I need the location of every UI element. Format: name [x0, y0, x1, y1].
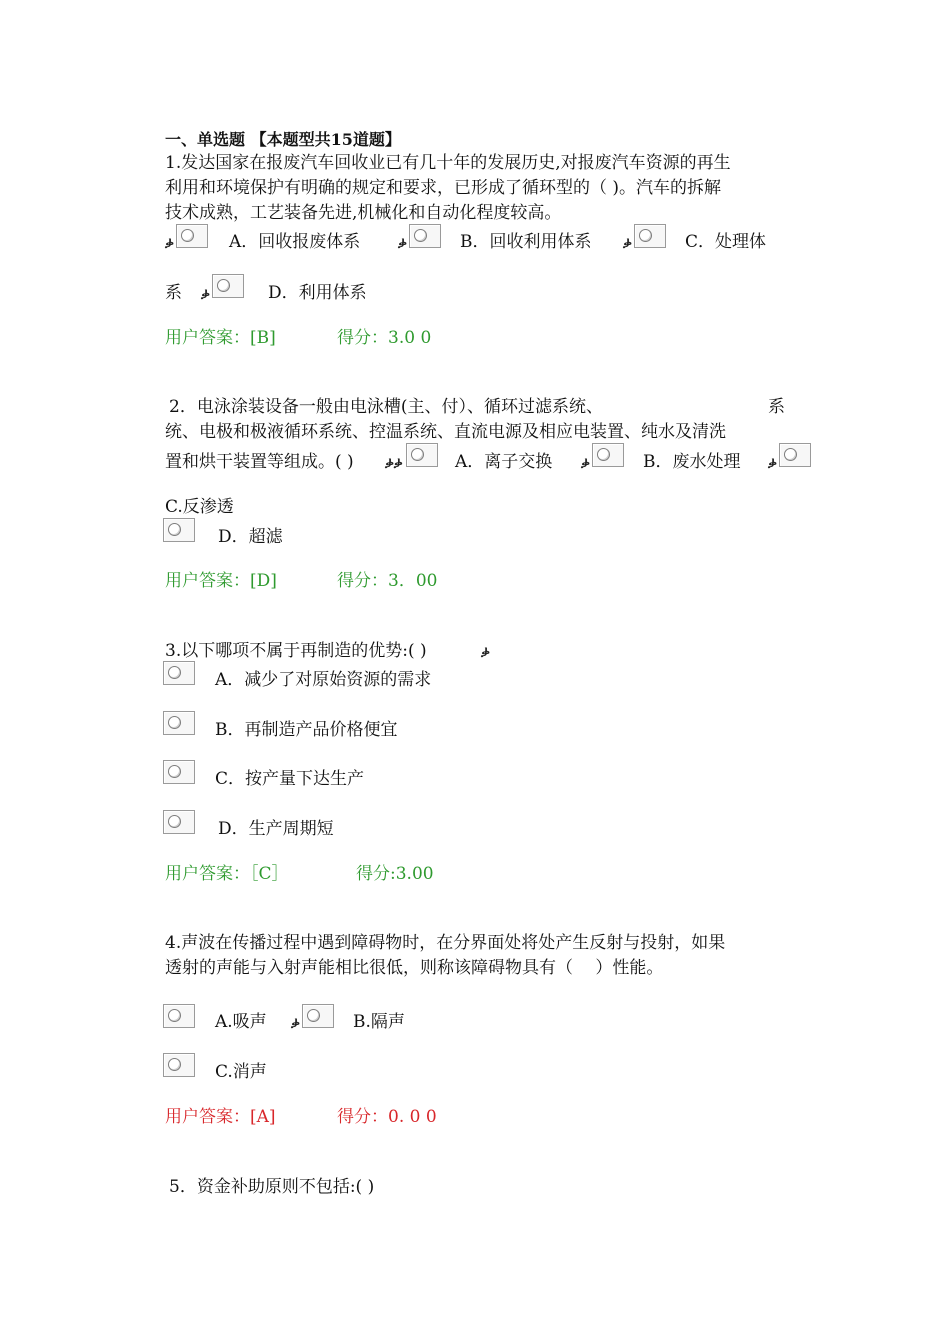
q2-option-c-label: C.反渗透 — [165, 497, 234, 517]
q2-option-a-label: A．离子交换 — [455, 452, 553, 472]
question-3-stem: 3.以下哪项不属于再制造的优势:( ) — [165, 641, 427, 661]
q2-option-a-radio[interactable] — [406, 443, 438, 467]
paragraph-mark-icon: ቃ — [623, 237, 632, 251]
q3-option-a-radio[interactable] — [163, 661, 195, 685]
q1-option-c-radio[interactable] — [634, 224, 666, 248]
paragraph-mark-icon: ቃ — [201, 288, 210, 302]
q3-score: 得分:3.00 — [356, 864, 434, 884]
q2-option-d-label: D．超滤 — [218, 527, 283, 547]
q4-option-b-radio[interactable] — [302, 1004, 334, 1028]
q4-option-a-label: A.吸声 — [215, 1012, 267, 1032]
question-2-stem-line-1-tail: 系 — [768, 397, 785, 417]
question-1-stem-line-3: 技术成熟，工艺装备先进,机械化和自动化程度较高。 — [165, 203, 562, 223]
q3-option-c-label: C．按产量下达生产 — [215, 769, 365, 789]
q1-option-b-radio[interactable] — [409, 224, 441, 248]
question-4-stem-line-2: 透射的声能与入射声能相比很低，则称该障碍物具有（ ）性能。 — [165, 958, 664, 978]
paragraph-mark-icon: ቃ — [398, 237, 407, 251]
q2-user-answer: 用户答案：[D] — [165, 571, 277, 591]
q1-option-c-label: C．处理体 — [685, 232, 767, 252]
q1-option-d-radio[interactable] — [212, 274, 244, 298]
question-2-stem-line-3: 置和烘干装置等组成。( ) — [165, 452, 354, 472]
q4-option-b-label: B.隔声 — [353, 1012, 405, 1032]
section-title: 一、单选题 【本题型共15道题】 — [165, 130, 401, 149]
q4-option-c-label: C.消声 — [215, 1062, 267, 1082]
q1-option-c-label-cont: 系 — [165, 283, 182, 303]
paragraph-mark-icon: ቃ — [481, 646, 490, 660]
question-1-stem-line-1: 1.发达国家在报废汽车回收业已有几十年的发展历史,对报废汽车资源的再生 — [165, 153, 731, 173]
paragraph-mark-icon: ቃ — [768, 457, 777, 471]
q4-option-c-radio[interactable] — [163, 1053, 195, 1077]
question-5-stem: 5．资金补助原则不包括:( ) — [169, 1177, 375, 1197]
q3-user-answer: 用户答案：［C］ — [165, 864, 289, 884]
q4-option-a-radio[interactable] — [163, 1004, 195, 1028]
q4-score: 得分：0. 0 0 — [337, 1107, 437, 1127]
q3-option-d-label: D．生产周期短 — [218, 819, 334, 839]
q2-option-b-radio[interactable] — [592, 443, 624, 467]
q3-option-d-radio[interactable] — [163, 810, 195, 834]
q3-option-b-label: B．再制造产品价格便宜 — [215, 720, 398, 740]
q1-option-d-label: D．利用体系 — [268, 283, 367, 303]
paragraph-mark-icon: ቃቃ — [385, 457, 403, 471]
q1-score: 得分：3.0 0 — [337, 328, 432, 348]
q2-option-d-radio[interactable] — [163, 518, 195, 542]
q2-option-b-label: B．废水处理 — [643, 452, 741, 472]
paragraph-mark-icon: ቃ — [581, 457, 590, 471]
question-2-stem-line-2: 统、电极和极液循环系统、控温系统、直流电源及相应电装置、纯水及清洗 — [165, 422, 726, 442]
q2-option-c-radio[interactable] — [779, 443, 811, 467]
q1-user-answer: 用户答案：[B] — [165, 328, 276, 348]
q3-option-a-label: A．减少了对原始资源的需求 — [215, 670, 432, 690]
question-1-stem-line-2: 利用和环境保护有明确的规定和要求，已形成了循环型的（ )。汽车的拆解 — [165, 178, 722, 198]
q1-option-b-label: B．回收利用体系 — [460, 232, 592, 252]
paragraph-mark-icon: ቃ — [165, 237, 174, 251]
q2-score: 得分：3．00 — [337, 571, 438, 591]
q1-option-a-label: A．回收报废体系 — [229, 232, 361, 252]
question-2-stem-line-1: 2．电泳涂装设备一般由电泳槽(主、付）、循环过滤系统、 — [169, 397, 603, 417]
q1-option-a-radio[interactable] — [176, 224, 208, 248]
paragraph-mark-icon: ቃ — [291, 1017, 300, 1031]
q3-option-c-radio[interactable] — [163, 760, 195, 784]
question-4-stem-line-1: 4.声波在传播过程中遇到障碍物时，在分界面处将处产生反射与投射，如果 — [165, 933, 726, 953]
q4-user-answer: 用户答案：[A] — [165, 1107, 276, 1127]
q3-option-b-radio[interactable] — [163, 711, 195, 735]
